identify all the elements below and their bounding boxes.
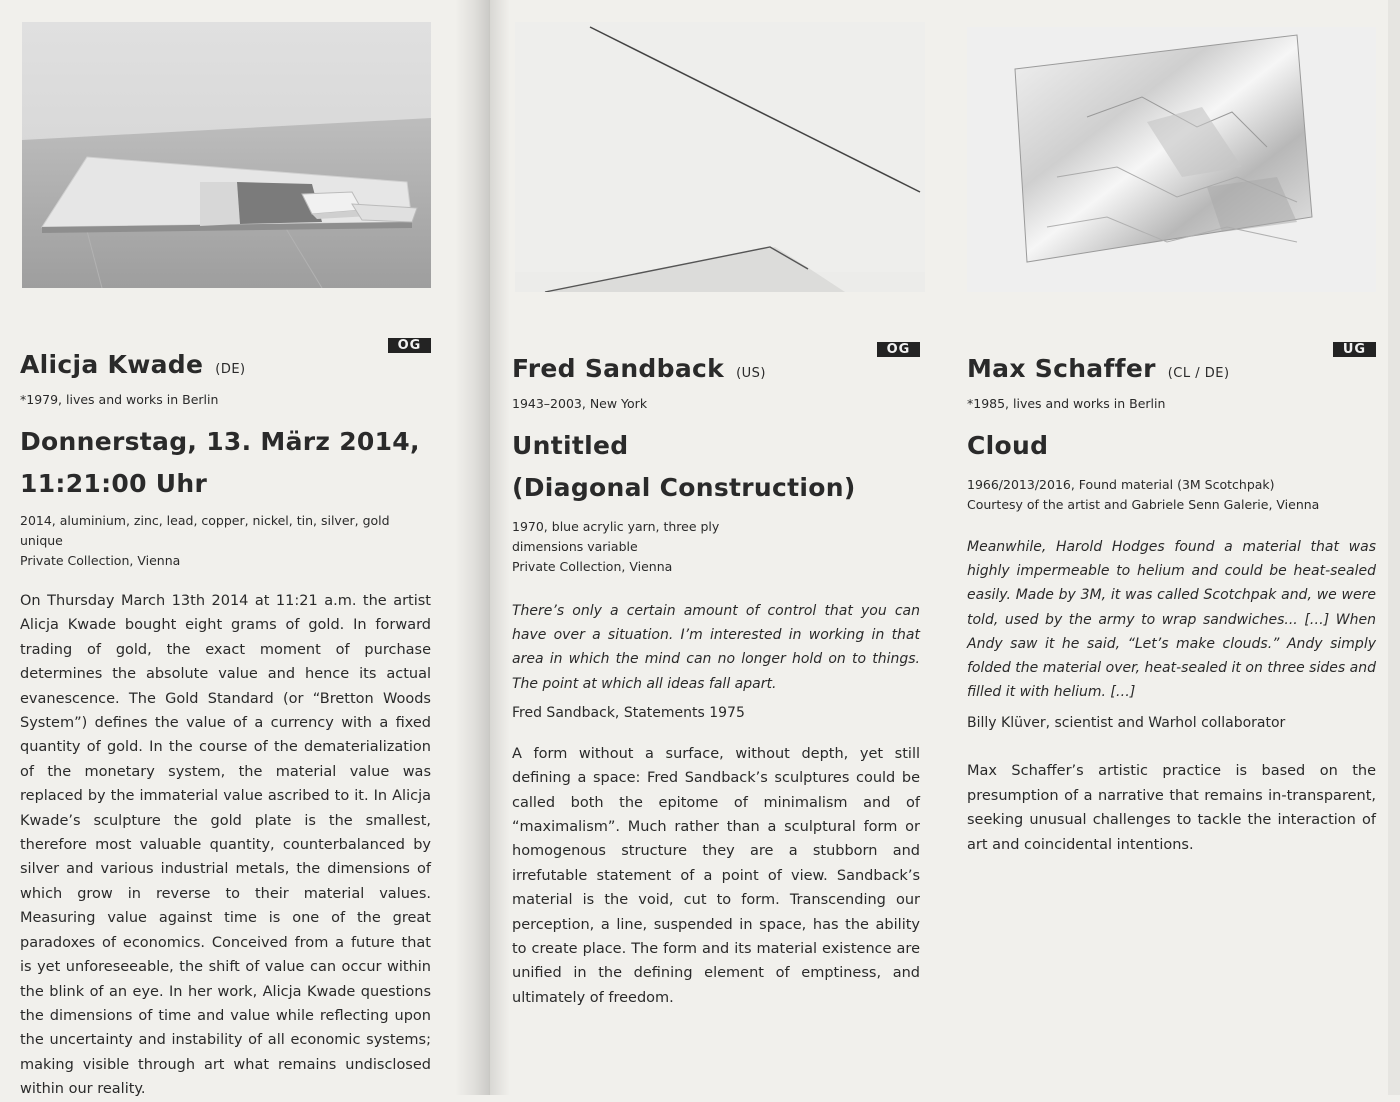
artwork-description: Max Schaffer’s artistic practice is based on the presumption of a narrative that remains in-transparent, seeking unusual challenges to tackle the interaction of art and coincidental intentions. [967, 763, 1376, 853]
artist-country: (DE) [215, 362, 246, 377]
artwork-title [967, 425, 1376, 467]
column-sandback [512, 342, 920, 1010]
artist-name-text: Fred Sandback [512, 354, 725, 383]
artwork-title [512, 425, 920, 509]
artist-name [967, 354, 1376, 389]
artwork-title-line: Donnerstag, 13. März 2014, [20, 427, 420, 456]
artwork-details [20, 511, 431, 571]
artist-name [20, 350, 431, 385]
quote-source: Fred Sandback, Statements 1975 [512, 704, 745, 721]
artist-country: (US) [736, 366, 766, 381]
artwork-title [20, 421, 431, 505]
artist-bio: 1943–2003, New York [512, 396, 648, 411]
quote-source: Billy Klüver, scientist and Warhol collaborator [967, 715, 1286, 732]
artist-country: (CL / DE) [1167, 366, 1230, 381]
artwork-medium: 2014, aluminium, zinc, lead, copper, nickel, tin, silver, gold [20, 513, 390, 528]
column-schaffer [967, 342, 1376, 857]
artwork-title-line: (Diagonal Construction) [512, 473, 856, 502]
artwork-details [512, 517, 920, 577]
page-spine-shadow-right [490, 0, 510, 1095]
artwork-title-line: Untitled [512, 431, 629, 460]
artwork-medium: 1970, blue acrylic yarn, three ply [512, 519, 720, 534]
artwork-medium: 1966/2013/2016, Found material (3M Scotchpak) [967, 477, 1275, 492]
floor-badge: OG [388, 338, 431, 353]
artist-name-text: Alicja Kwade [20, 350, 204, 379]
artwork-photo-schaffer [967, 27, 1376, 292]
artwork-details [967, 475, 1376, 515]
artist-name [512, 354, 920, 389]
artwork-collection: Private Collection, Vienna [512, 559, 673, 574]
column-kwade [20, 338, 431, 1102]
artwork-collection: Private Collection, Vienna [20, 553, 181, 568]
artist-bio: *1979, lives and works in Berlin [20, 392, 219, 407]
artwork-photo-kwade [22, 22, 431, 288]
page-spine-shadow [455, 0, 490, 1095]
floor-badge: UG [1333, 342, 1376, 357]
artwork-title-line: 11:21:00 Uhr [20, 469, 208, 498]
artwork-dimensions: dimensions variable [512, 539, 638, 554]
artwork-title-line: Cloud [967, 431, 1049, 460]
artist-name-text: Max Schaffer [967, 354, 1156, 383]
artist-bio: *1985, lives and works in Berlin [967, 396, 1166, 411]
artist-quote: There’s only a certain amount of control that you can have over a situation. I’m interested in working in that area in which the mind can no longer hold on to things. The point at which all ideas fall apart. [512, 603, 920, 692]
artwork-credit: Courtesy of the artist and Gabriele Senn Galerie, Vienna [967, 497, 1320, 512]
artwork-description: A form without a surface, without depth, yet still defining a space: Fred Sandback’s sculptures could be called both the epitome of minimalism and of “maximalism”. Much rather than a sculptural form or homogenous structure they are a stubborn and irrefutable statement of a point of view. Sandback’s material is the void, cut to form. Transcending our perception, a line, suspended in space, has the ability to create place. The form and its material existence are unified in the defining element of emptiness, and ultimately of freedom. [512, 745, 920, 1006]
page-gutter [489, 0, 490, 1095]
next-page-edge [1388, 0, 1400, 1095]
artwork-photo-sandback [515, 22, 925, 292]
artwork-description: On Thursday March 13th 2014 at 11:21 a.m. the artist Alicja Kwade bought eight grams of gold. In forward trading of gold, the exact moment of purchase determines the absolute value and hence its actual evanescence. The Gold Standard (or “Bretton Woods System”) defines the value of a currency with a fixed quantity of gold. In the course of the dematerialization of the monetary system, the material value was replaced by the immaterial value ascribed to it. In Alicja Kwade’s sculpture the gold plate is the smallest, therefore most valuable quantity, counterbalanced by silver and various industrial metals, the dimensions of which grow in reverse to their material values. Measuring value against time is one of the great paradoxes of economics. Conceived from a future that is yet unforeseeable, the shift of value can occur within the blink of an eye. In her work, Alicja Kwade questions the dimensions of time and value while reflecting upon the uncertainty and instability of all economic systems; making visible through art what remains undisclosed within our reality. [20, 593, 431, 1098]
artwork-edition: unique [20, 533, 63, 548]
floor-badge: OG [877, 342, 920, 357]
artist-quote: Meanwhile, Harold Hodges found a material that was highly impermeable to helium and could be heat-sealed easily. Made by 3M, it was called Scotchpak and, we were told, used by the army to wrap sandwiches... […] When Andy saw it he said, “Let’s make clouds.” Andy simply folded the material over, heat-sealed it on three sides and filled it with helium. […] [967, 539, 1376, 701]
